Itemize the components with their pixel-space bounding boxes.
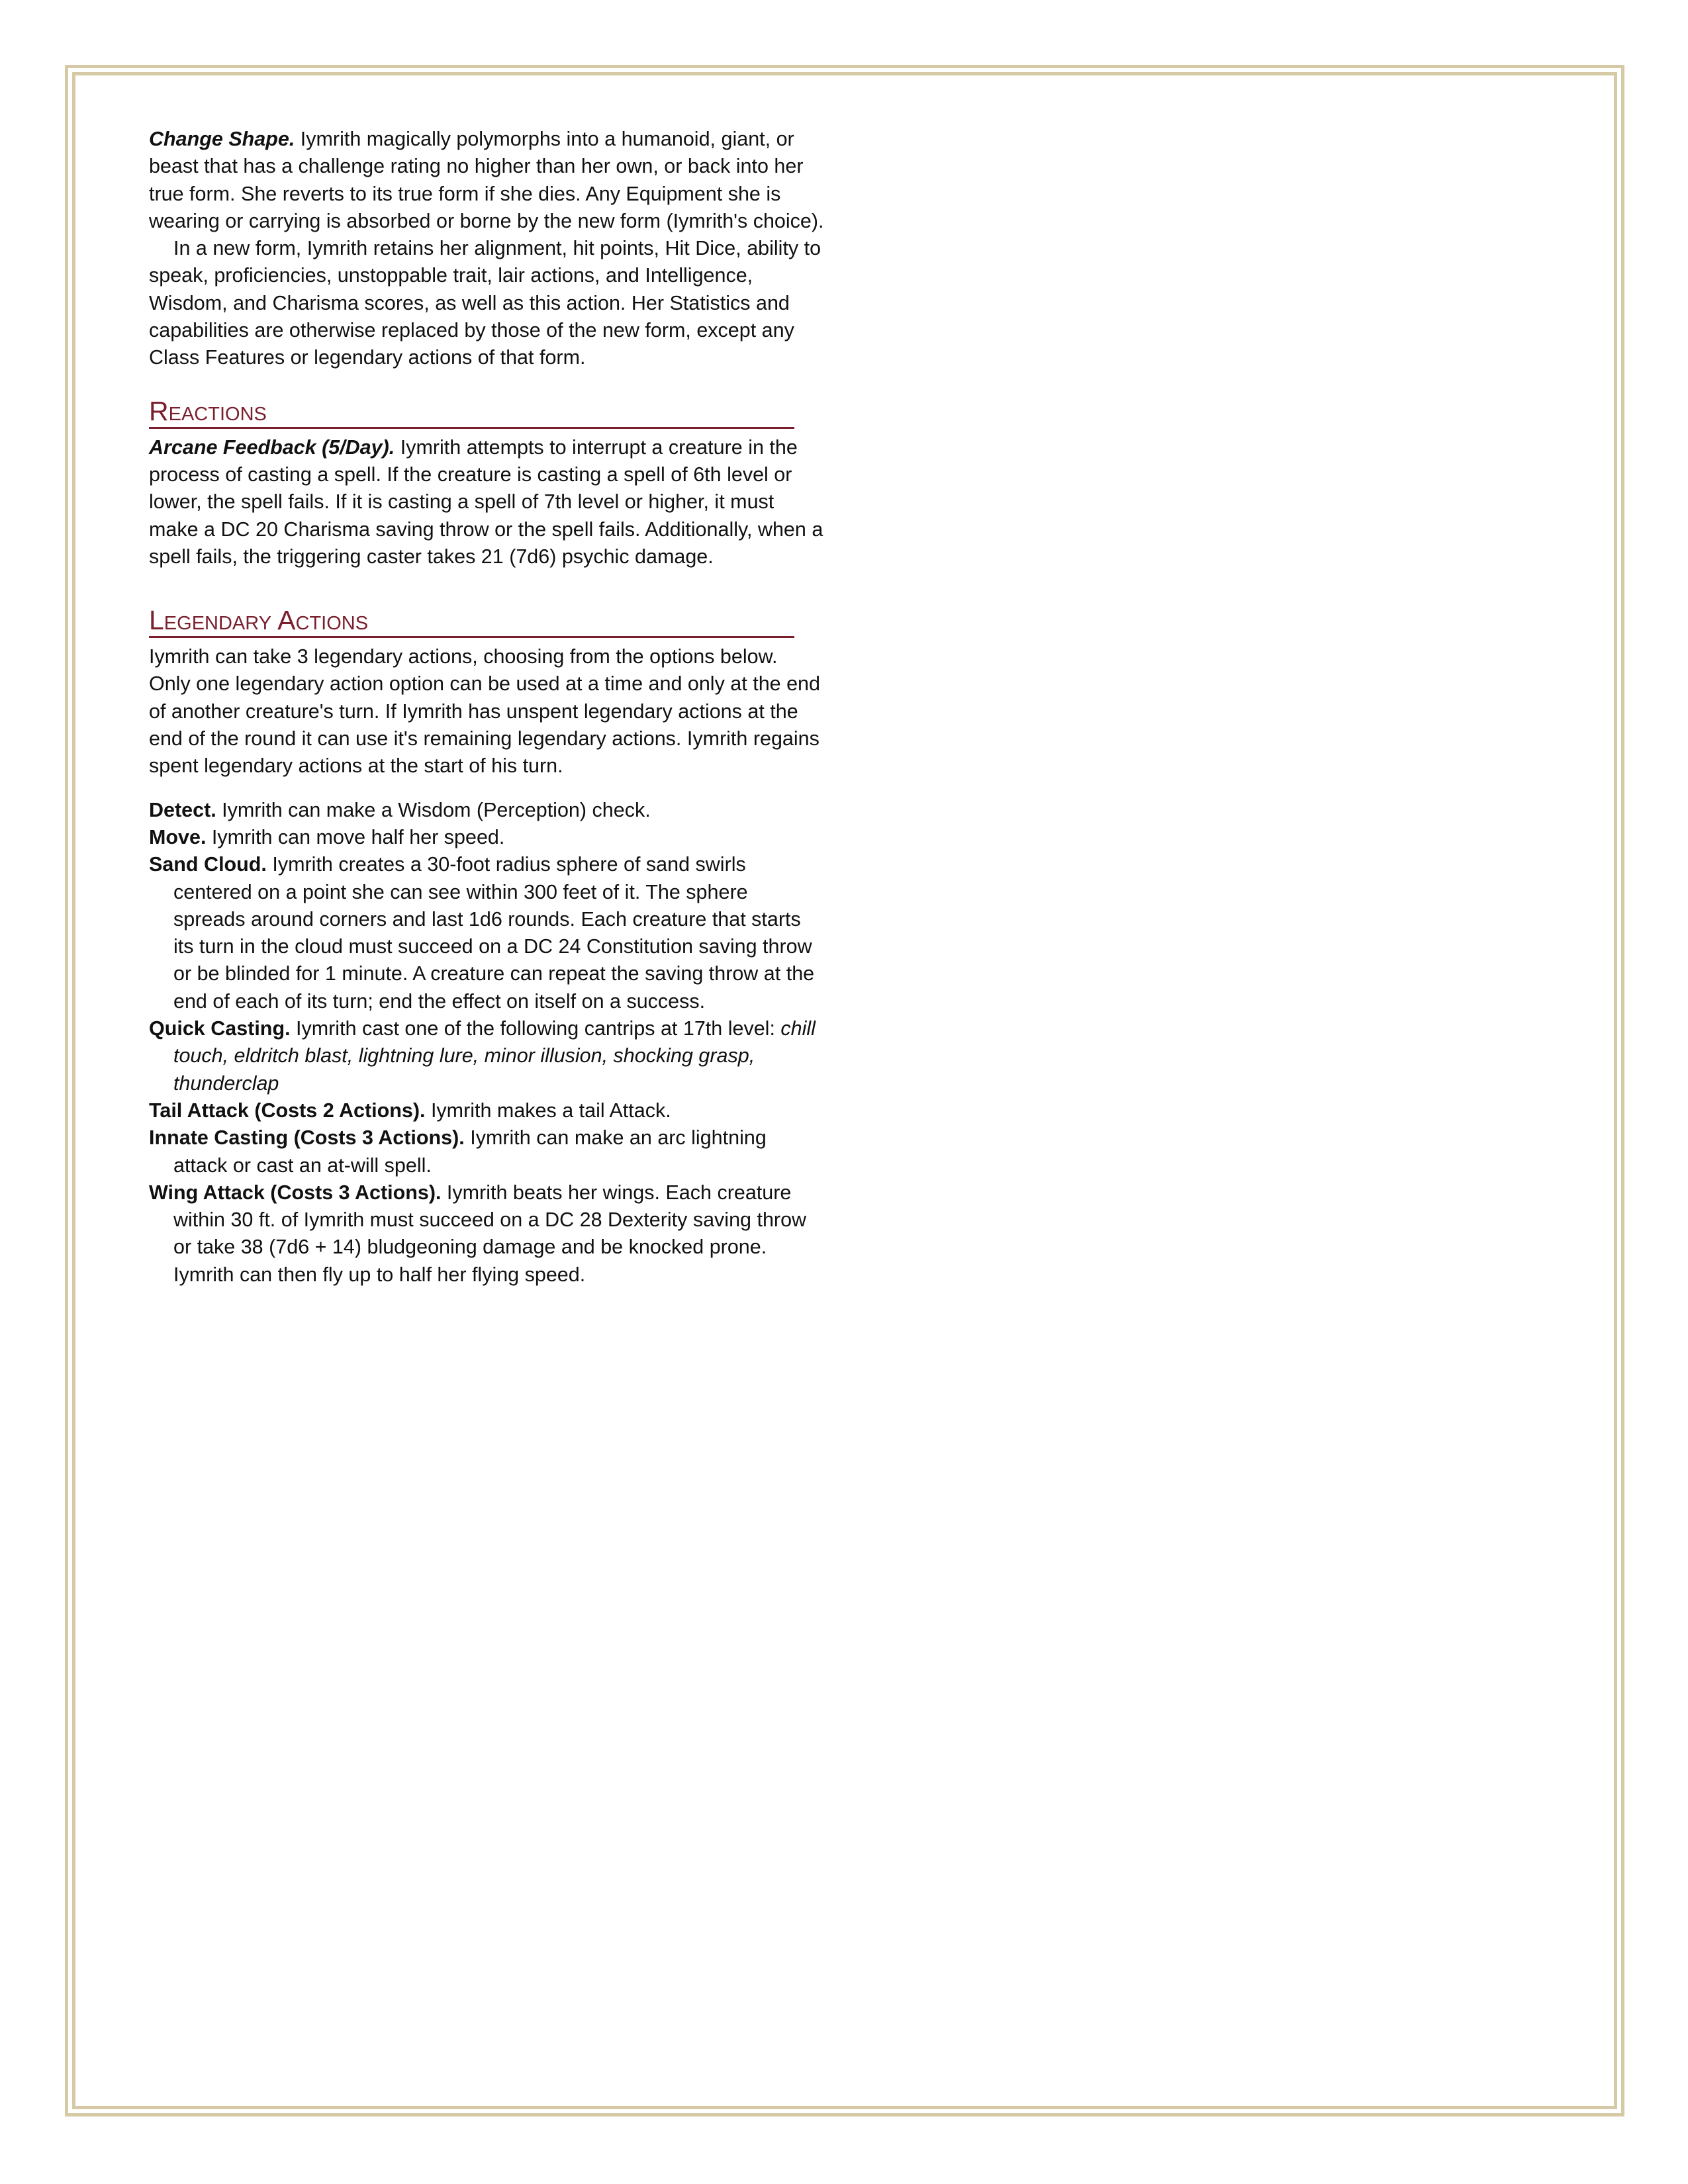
action-detect-text: Iymrith can make a Wisdom (Perception) check. (216, 798, 651, 821)
action-move-name: Move. (149, 825, 207, 848)
action-detect-name: Detect. (149, 798, 216, 821)
action-sand-cloud-text: Iymrith creates a 30-foot radius sphere of sand swirls centered on a point she can see within 300 feet of it. The sphere spreads around corners and last 1d6 rounds. Each creature that starts its turn in the cloud must succeed on a DC 24 Constitution saving throw or be blinded for 1 minute. A creature can repeat the saving throw at the end of each of its turn; end the effect on itself on a success. (173, 853, 815, 1013)
legendary-actions-heading: Legendary Actions (149, 605, 794, 638)
action-wing-attack-name: Wing Attack (Costs 3 Actions). (149, 1181, 442, 1204)
change-shape-name: Change Shape. (149, 128, 295, 150)
action-detect (149, 797, 824, 824)
action-tail-attack-name: Tail Attack (Costs 2 Actions). (149, 1099, 426, 1122)
action-sand-cloud (149, 851, 824, 1015)
text-column (149, 126, 824, 1289)
reactions-heading: Reactions (149, 396, 794, 429)
change-shape-paragraph (149, 126, 824, 235)
action-quick-casting-name: Quick Casting. (149, 1017, 291, 1040)
action-quick-casting-text: Iymrith cast one of the following cantrips at 17th level: (290, 1017, 781, 1040)
arcane-feedback-paragraph (149, 434, 824, 570)
action-wing-attack (149, 1179, 824, 1289)
action-tail-attack-text: Iymrith makes a tail Attack. (425, 1099, 671, 1122)
action-move (149, 824, 824, 851)
action-quick-casting-cantrips: chill touch, eldritch blast, lightning lure, minor illusion, shocking grasp, thunderclap (173, 1017, 816, 1095)
action-wing-attack-text: Iymrith beats her wings. Each creature within 30 ft. of Iymrith must succeed on a DC 28 Dexterity saving throw or take 38 (7d6 + 14) bludgeoning damage and be knocked prone. Iymrith can then fly up to half her flying speed. (173, 1181, 807, 1286)
action-innate-casting (149, 1124, 824, 1179)
legendary-actions-intro: Iymrith can take 3 legendary actions, choosing from the options below. Only one legendary action option can be used at a time and only at the end of another creature's turn. If Iymrith has unspent legendary actions at the end of the round it can use it's remaining legendary actions. Iymrith regains spent legendary actions at the start of his turn. (149, 645, 820, 778)
change-shape-text: Iymrith magically polymorphs into a humanoid, giant, or beast that has a challenge rating no higher than her own, or back into her true form. She reverts to its true form if she dies. Any Equipment she is wearing or carrying is absorbed or borne by the new form (Iymrith's choice). (149, 128, 824, 232)
action-move-text: Iymrith can move half her speed. (206, 825, 505, 848)
arcane-feedback-name: Arcane Feedback (5/Day). (149, 435, 395, 459)
arcane-feedback-text: Iymrith attempts to interrupt a creature in the process of casting a spell. If the creature is casting a spell of 6th level or lower, the spell fails. If it is casting a spell of 7th level or higher, it must make a DC 20 Charisma saving throw or the spell fails. Additionally, when a spell fails, the triggering caster takes 21 (7d6) psychic damage. (149, 435, 823, 568)
change-shape-paragraph-2: In a new form, Iymrith retains her alignment, hit points, Hit Dice, ability to speak, proficiencies, unstoppable trait, lair actions, and Intelligence, Wisdom, and Charisma scores, as well as this action. Her Statistics and capabilities are otherwise replaced by those of the new form, except any Class Features or legendary actions of that form. (149, 237, 821, 369)
action-innate-casting-text: Iymrith can make an arc lightning attack or cast an at-will spell. (173, 1126, 767, 1177)
action-quick-casting (149, 1015, 824, 1097)
action-tail-attack (149, 1097, 824, 1124)
legendary-actions-list (149, 797, 824, 1289)
action-sand-cloud-name: Sand Cloud. (149, 853, 267, 876)
action-innate-casting-name: Innate Casting (Costs 3 Actions). (149, 1126, 465, 1150)
